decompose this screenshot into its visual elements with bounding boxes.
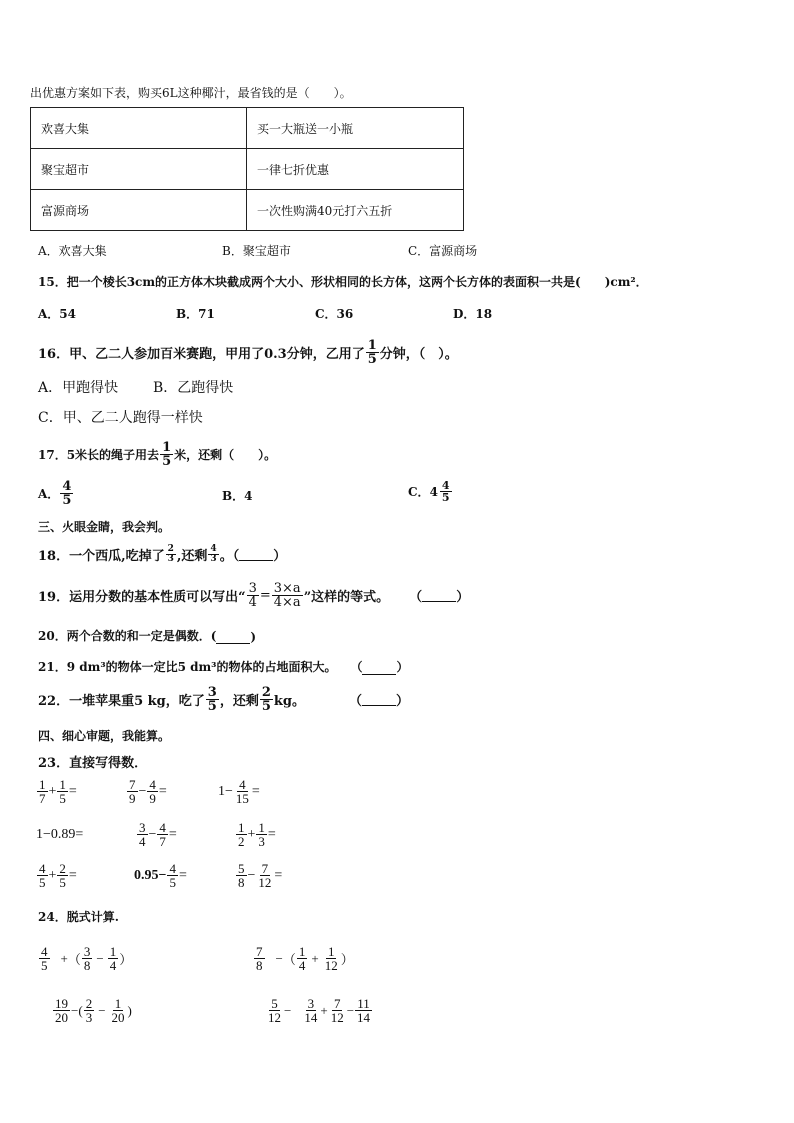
calc-expression: [253, 945, 354, 972]
numerator: 4: [149, 777, 156, 792]
minus-sign: −: [96, 950, 104, 966]
q19: [38, 582, 469, 609]
plus-sign: +: [60, 950, 68, 966]
numerator: 7: [333, 996, 341, 1011]
fraction: [323, 945, 340, 972]
fraction: [166, 545, 176, 564]
fraction: [157, 821, 168, 848]
denominator: 7: [159, 834, 166, 849]
calc-expression: [52, 997, 132, 1024]
equals-sign: =: [259, 588, 271, 603]
fraction: [206, 686, 219, 713]
calc-item: [235, 862, 282, 889]
q14-option-a: A．欢喜大集: [38, 244, 107, 258]
denominator: 4: [298, 958, 306, 973]
denominator: 3: [210, 554, 217, 564]
denominator: 12: [258, 875, 272, 890]
q18-text: ,还剩: [176, 549, 208, 564]
numerator: 1: [39, 777, 46, 792]
numerator: 3: [248, 581, 257, 596]
fraction: [266, 997, 283, 1024]
denominator: 5: [261, 699, 271, 714]
q15-stem: 15．把一个棱长3cm的正方体木块截成两个大小、形状相同的长方体，这两个长方体的表面积一共是( )cm²．: [38, 275, 648, 289]
q17-stem-part: 米，还剩（ ）。: [174, 448, 277, 462]
minus-sign: −: [148, 826, 157, 842]
q14-stem: 出优惠方案如下表，购买6L这种椰汁，最省钱的是（ ）。: [30, 86, 352, 100]
numerator: 3: [307, 996, 315, 1011]
q21-text: （: [350, 660, 363, 674]
numerator: 4: [62, 479, 72, 494]
denominator: 5: [39, 875, 46, 890]
plus-sign: +: [311, 950, 319, 966]
denominator: 12: [268, 1010, 281, 1025]
numerator: 1: [114, 996, 122, 1011]
q24-title: 24．脱式计算.: [38, 910, 119, 924]
calc-text: 0.95−: [134, 867, 167, 883]
fraction: [160, 441, 173, 468]
calc-expression: [38, 945, 132, 972]
numerator: 3: [83, 944, 91, 959]
fraction: [110, 997, 127, 1024]
fraction: [167, 862, 178, 889]
fraction: [37, 862, 48, 889]
fraction: [84, 997, 95, 1024]
fraction: [108, 945, 119, 972]
q22-text: kg。: [273, 694, 305, 709]
left-paren: (: [78, 1002, 83, 1018]
denominator: 4: [109, 958, 117, 973]
fraction: [234, 778, 251, 805]
equals-sign: =: [168, 826, 177, 842]
table-cell: 一律七折优惠: [247, 149, 464, 190]
table-row: [31, 149, 464, 190]
fraction: [82, 945, 93, 972]
numerator: 1: [238, 820, 245, 835]
numerator: 1: [59, 777, 66, 792]
equals-sign: =: [68, 867, 77, 883]
numerator: 7: [256, 944, 263, 959]
denominator: 2: [238, 834, 245, 849]
q18-text: 。（: [219, 549, 240, 564]
table-cell: 聚宝超市: [31, 149, 247, 190]
option-label: C．: [408, 485, 430, 499]
denominator: 8: [238, 875, 245, 890]
left-paren: （: [67, 952, 81, 967]
minus-sign: −: [247, 867, 256, 883]
numerator: 3: [207, 685, 217, 700]
q16-option-a: A．甲跑得快: [38, 380, 119, 396]
numerator: 1: [327, 944, 335, 959]
fraction: [355, 997, 372, 1024]
mixed-number: [430, 480, 453, 503]
calc-item: 1−0.89=: [36, 827, 84, 842]
right-paren: ）: [340, 952, 354, 967]
fraction: [57, 778, 68, 805]
minus-sign: −: [98, 1002, 106, 1018]
denominator: 5: [59, 875, 66, 890]
denominator: 4: [139, 834, 146, 849]
fraction: [137, 821, 148, 848]
numerator: 1: [258, 820, 265, 835]
denominator: 14: [357, 1010, 371, 1025]
fraction: [256, 821, 267, 848]
calc-expression: [265, 997, 373, 1024]
numerator: 4: [39, 861, 46, 876]
q16-stem: [38, 339, 458, 366]
numerator: 3: [139, 820, 146, 835]
plus-sign: +: [320, 1002, 328, 1018]
numerator: 2: [85, 996, 93, 1011]
denominator: 20: [111, 1010, 125, 1025]
q14-option-b: B．聚宝超市: [222, 244, 291, 258]
numerator: 4: [41, 944, 48, 959]
q16-stem-part: 分钟，（ ）。: [379, 347, 458, 362]
denominator: 9: [129, 791, 136, 806]
answer-blank[interactable]: [362, 662, 396, 675]
fraction: [236, 821, 247, 848]
numerator: 5: [238, 861, 245, 876]
numerator: 1: [109, 944, 117, 959]
q15-option-a: A．54: [38, 307, 77, 321]
q17-option-c: [408, 480, 453, 503]
q22-text: ）: [396, 694, 410, 709]
calc-item: [134, 862, 187, 889]
answer-blank[interactable]: [362, 693, 396, 706]
equals-sign: =: [68, 783, 77, 799]
table-cell: 一次性购满40元打六五折: [247, 190, 464, 231]
q21: [38, 658, 408, 675]
numerator: 2: [167, 544, 174, 554]
denominator: 4: [248, 595, 257, 610]
q16-option-b: B．乙跑得快: [153, 380, 234, 396]
section-heading: 四、细心审题，我能算。: [38, 729, 171, 743]
denominator: 12: [330, 1010, 344, 1025]
q22-text: （: [348, 694, 362, 709]
calc-item: [136, 821, 177, 848]
fraction: [39, 945, 50, 972]
denominator: 3: [85, 1010, 93, 1025]
denominator: 20: [55, 1010, 68, 1025]
denominator: 5: [367, 352, 377, 367]
denominator: 5: [441, 491, 450, 504]
answer-blank[interactable]: [422, 589, 456, 602]
fraction: [254, 945, 265, 972]
numerator: 4: [159, 820, 166, 835]
q21-text: 21．9 dm³的物体一定比5 dm³的物体的占地面积大。: [38, 660, 337, 674]
numerator: 4: [210, 544, 217, 554]
fraction: [60, 480, 73, 507]
denominator: 5: [59, 791, 66, 806]
q17-stem: [38, 441, 276, 468]
numerator: 4: [239, 777, 246, 792]
q22: [38, 686, 409, 713]
right-paren: ）: [119, 952, 133, 967]
fraction: [147, 778, 158, 805]
option-label: A．: [38, 487, 60, 501]
q19-text: （: [409, 590, 423, 605]
denominator: 3: [167, 554, 174, 564]
left-paren: （: [282, 952, 296, 967]
plus-sign: +: [247, 826, 256, 842]
calc-text: 1−: [218, 783, 233, 799]
denominator: 14: [304, 1010, 318, 1025]
q15-option-d: D．18: [453, 307, 493, 321]
denominator: 5: [62, 493, 72, 508]
denominator: 15: [235, 791, 249, 806]
q18-text: ）: [273, 549, 287, 564]
q15-option-c: C．36: [315, 307, 354, 321]
denominator: 5: [41, 958, 48, 973]
equals-sign: =: [267, 826, 276, 842]
denominator: 5: [169, 875, 176, 890]
fraction: [37, 778, 48, 805]
q14-option-c: C．富源商场: [408, 244, 478, 258]
fraction: [236, 862, 247, 889]
q16-option-c: C．甲、乙二人跑得一样快: [38, 410, 203, 426]
numerator: 1: [298, 944, 306, 959]
denominator: 3: [258, 834, 265, 849]
numerator: 19: [55, 996, 68, 1011]
q19-text: ）: [456, 590, 470, 605]
q20-text: ): [250, 630, 257, 644]
calc-item: [218, 778, 260, 805]
equals-sign: =: [178, 867, 187, 883]
fraction: [256, 862, 273, 889]
equals-sign: =: [251, 783, 260, 799]
minus-sign: −: [275, 950, 283, 966]
answer-blank[interactable]: [216, 631, 250, 644]
q17-option-b: B．4: [222, 489, 253, 503]
q20-text: 20．两个合数的和一定是偶数．(: [38, 629, 217, 643]
plus-sign: +: [48, 867, 57, 883]
fraction: [297, 945, 308, 972]
numerator: 4: [441, 479, 450, 492]
denominator: 5: [207, 699, 217, 714]
fraction: [247, 582, 259, 609]
fraction: [366, 339, 379, 366]
minus-sign: −: [71, 1002, 79, 1018]
denominator: 9: [149, 791, 156, 806]
equals-sign: =: [274, 867, 283, 883]
q15-option-b: B．71: [176, 307, 215, 321]
fraction: [208, 545, 218, 564]
minus-sign: −: [346, 1002, 355, 1018]
plus-sign: +: [48, 783, 57, 799]
q20: [38, 627, 256, 644]
numerator: 4: [169, 861, 176, 876]
numerator: 7: [261, 861, 269, 876]
denominator: 8: [256, 958, 263, 973]
numerator: 7: [129, 777, 136, 792]
numerator: 1: [162, 440, 172, 455]
numerator: 2: [59, 861, 66, 876]
minus-sign: −: [138, 783, 147, 799]
table-row: [31, 108, 464, 149]
fraction: [260, 686, 273, 713]
table-cell: 买一大瓶送一小瓶: [247, 108, 464, 149]
fraction: [53, 997, 70, 1024]
offers-table: [30, 107, 464, 231]
q17-option-a: [38, 480, 74, 507]
q22-text: 22．一堆苹果重5 kg，吃了: [38, 694, 205, 709]
table-cell: 富源商场: [31, 190, 247, 231]
right-paren: ): [127, 1002, 132, 1018]
fraction: [440, 480, 452, 503]
q18-text: 18．一个西瓜,吃掉了: [38, 549, 165, 564]
numerator: 1: [367, 338, 377, 353]
denominator: 8: [83, 958, 91, 973]
answer-blank[interactable]: [239, 548, 273, 561]
fraction: [127, 778, 138, 805]
fraction: [329, 997, 346, 1024]
denominator: 5: [162, 454, 172, 469]
q18: [38, 545, 286, 564]
calc-item: [126, 778, 167, 805]
minus-sign: −: [284, 1002, 292, 1018]
table-cell: 欢喜大集: [31, 108, 247, 149]
numerator: 3×a: [273, 581, 301, 596]
q21-text: ）: [396, 660, 409, 674]
calc-item: [36, 778, 77, 805]
numerator: 11: [357, 996, 370, 1011]
denominator: 4×a: [273, 595, 301, 610]
fraction: [272, 582, 303, 609]
numerator: 2: [261, 685, 271, 700]
q16-stem-part: 16．甲、乙二人参加百米赛跑，甲用了0.3分钟，乙用了: [38, 347, 365, 362]
equals-sign: =: [158, 783, 167, 799]
numerator: 5: [271, 996, 278, 1011]
calc-item: [36, 862, 77, 889]
q19-text: 19．运用分数的基本性质可以写出“: [38, 590, 246, 605]
denominator: 12: [324, 958, 338, 973]
denominator: 7: [39, 791, 46, 806]
table-row: [31, 190, 464, 231]
q22-text: ，还剩: [219, 694, 259, 709]
whole-part: 4: [429, 484, 438, 499]
section-heading: 三、火眼金睛，我会判。: [38, 520, 171, 534]
q17-stem-part: 17．5米长的绳子用去: [38, 448, 160, 462]
fraction: [57, 862, 68, 889]
q23-title: 23．直接写得数．: [38, 756, 148, 771]
q19-text: ”这样的等式。: [303, 590, 390, 605]
calc-item: [235, 821, 276, 848]
fraction: [302, 997, 319, 1024]
